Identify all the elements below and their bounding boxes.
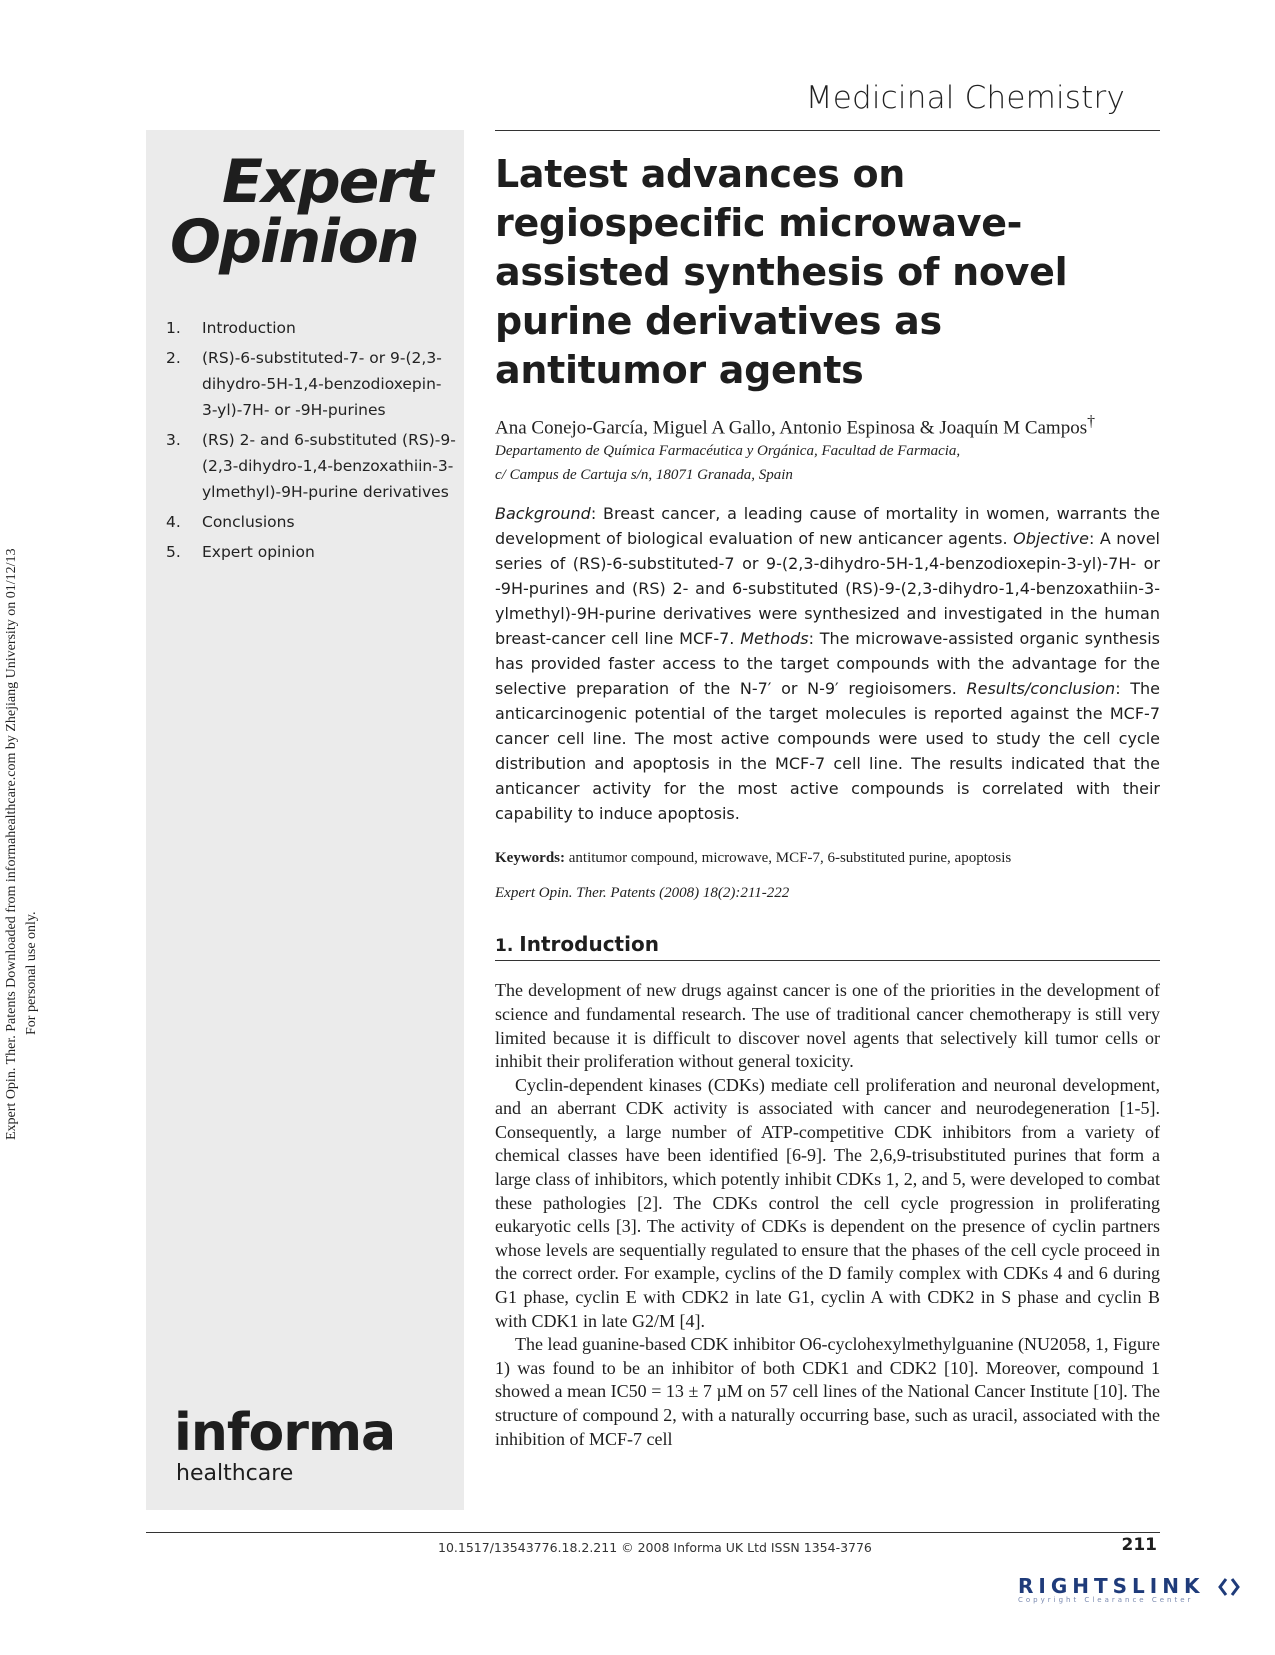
- paragraph: The lead guanine-based CDK inhibitor O6-cyclohexylmethylguanine (NU2058, 1, Figure 1) was found to be an inhibitor of both CDK1 and CDK2 [10]. Moreover, compound 1 showed a mean IC50 = 13 ± 7 µM on 57 cell lines of the National Cancer Institute [10]. The structure of compound 2, with a naturally occurring base, such as uracil, associated with the inhibition of MCF-7 cell: [495, 1334, 1160, 1449]
- download-stamp-line1: Expert Opin. Ther. Patents Downloaded from informahealthcare.com by Zhejiang University on 01/12/13: [4, 548, 19, 1140]
- abstract-objective-label: Objective: [1013, 529, 1089, 549]
- toc-item-conclusions[interactable]: [166, 509, 456, 535]
- authors-text: Ana Conejo-García, Miguel A Gallo, Antonio Espinosa & Joaquín M Campos: [495, 417, 1088, 439]
- abstract-objective-text: : A novel series of (RS)-6-substituted-7 or 9-(2,3-dihydro-5H-1,4-benzodioxepin-3-yl)-7H- or -9H-purines and (RS) 2- and 6-substituted (RS)-9-(2,3-dihydro-1,4-benzoxathiin-3-ylmethyl)-9H-purine derivatives were synthesized and investigated in the human breast-cancer cell line MCF-7.: [495, 529, 1160, 649]
- keywords-label: Keywords:: [495, 850, 565, 867]
- publisher-sub: healthcare: [176, 1461, 294, 1486]
- footer-divider: [146, 1532, 1160, 1533]
- toc-item-benzoxathiin-purines[interactable]: [166, 427, 456, 505]
- download-stamp-line2: For personal use only.: [24, 911, 39, 1035]
- publisher-logo: [174, 1405, 395, 1487]
- abstract-results-label: Results/conclusion: [966, 679, 1116, 699]
- section-number: 1.: [495, 936, 514, 957]
- toc-item-introduction[interactable]: [166, 315, 456, 341]
- table-of-contents: [166, 315, 456, 569]
- toc-number: 1.: [166, 319, 181, 337]
- publisher-name: informa: [174, 1403, 396, 1463]
- keywords: [495, 850, 1160, 867]
- section-heading-introduction: [495, 932, 1160, 961]
- abstract-background-text: : Breast cancer, a leading cause of mortality in women, warrants the development of biological evaluation of new anticancer agents.: [495, 504, 1160, 549]
- citation: Expert Opin. Ther. Patents (2008) 18(2):211-222: [495, 885, 790, 902]
- keywords-list: antitumor compound, microwave, MCF-7, 6-substituted purine, apoptosis: [565, 850, 1012, 867]
- article-main: [495, 150, 1160, 1451]
- rightslink-sub: Copyright Clearance Center: [1018, 1596, 1194, 1604]
- toc-number: 3.: [166, 431, 181, 449]
- toc-number: 4.: [166, 513, 181, 531]
- introduction-body: [495, 979, 1160, 1451]
- abstract-results-text: : The anticarcinogenic potential of the target molecules is reported against the MCF-7 cancer cell line. The most active compounds were used to study the cell cycle distribution and apoptosis in the MCF-7 cell line. The results indicated that the anticancer activity for the most active compounds is correlated with their capability to induce apoptosis.: [495, 679, 1161, 824]
- author-list: [495, 413, 1160, 439]
- article-title: Latest advances on regiospecific microwave-assisted synthesis of novel purine derivatives as antitumor agents: [495, 152, 1068, 392]
- affiliation: [495, 439, 1160, 487]
- journal-brand-logo: [170, 147, 440, 277]
- paragraph: The development of new drugs against cancer is one of the priorities in the development of science and fundamental research. The use of traditional cancer chemotherapy is still very limited because it is difficult to discover novel agents that selectively kill tumor cells or inhibit their proliferation without general toxicity.: [495, 980, 1160, 1072]
- toc-label: (RS) 2- and 6-substituted (RS)-9-(2,3-dihydro-1,4-benzoxathiin-3-ylmethyl)-9H-purine derivatives: [202, 431, 456, 501]
- download-stamp: [0, 440, 40, 1140]
- header-divider: [495, 130, 1160, 131]
- toc-label: (RS)-6-substituted-7- or 9-(2,3-dihydro-5H-1,4-benzodioxepin-3-yl)-7H- or -9H-purines: [202, 349, 442, 419]
- page-number: 211: [1121, 1535, 1157, 1555]
- rightslink-text: RIGHTSLINK: [1018, 1574, 1205, 1598]
- affiliation-line1: Departamento de Química Farmacéutica y Orgánica, Facultad de Farmacia,: [495, 443, 961, 460]
- rightslink-logo[interactable]: [1018, 1574, 1248, 1614]
- toc-item-benzodioxepin-purines[interactable]: [166, 345, 456, 423]
- toc-label: Expert opinion: [202, 543, 315, 561]
- toc-label: Introduction: [202, 319, 296, 337]
- abstract-methods-label: Methods: [740, 629, 809, 649]
- brand-line1: Expert: [222, 147, 432, 217]
- abstract-background-label: Background: [495, 504, 591, 524]
- paragraph: Cyclin-dependent kinases (CDKs) mediate cell proliferation and neuronal development, and an aberrant CDK activity is associated with cancer and neurodegeneration [1-5]. Consequently, a large number of ATP-competitive CDK inhibitors from a variety of chemical classes have been identified [6-9]. The 2,6,9-trisubstituted purines that form a large class of inhibitors, which potently inhibit CDKs 1, 2, and 5, were developed to combat these pathologies [2]. The CDKs control the cell cycle progression in proliferating eukaryotic cells [3]. The activity of CDKs is dependent on the presence of cyclin partners whose levels are sequentially regulated to ensure that the phases of the cell cycle proceed in the correct order. For example, cyclins of the D family complex with CDKs 4 and 6 during G1 phase, cyclin E with CDK2 in late G1, cyclin A with CDK2 in S phase and cyclin B with CDK1 in late G2/M [4].: [495, 1074, 1160, 1331]
- sidebar: [146, 130, 464, 1510]
- section-title: Introduction: [519, 932, 659, 957]
- brand-line2: Opinion: [170, 207, 418, 277]
- rightslink-arrows-icon: [1218, 1576, 1240, 1598]
- doi-copyright: 10.1517/13543776.18.2.211 © 2008 Informa UK Ltd ISSN 1354-3776: [438, 1540, 872, 1555]
- abstract: [495, 501, 1160, 826]
- author-mark: †: [1087, 413, 1096, 430]
- abstract-methods-text: : The microwave-assisted organic synthesis has provided faster access to the target compounds with the advantage for the selective preparation of the N-7′ or N-9′ regioisomers.: [495, 629, 1161, 699]
- toc-number: 2.: [166, 349, 181, 367]
- toc-item-expert-opinion[interactable]: [166, 539, 456, 565]
- journal-section-title: Medicinal Chemistry: [805, 80, 1125, 116]
- toc-number: 5.: [166, 543, 181, 561]
- affiliation-line2: c/ Campus de Cartuja s/n, 18071 Granada, Spain: [495, 467, 793, 484]
- toc-label: Conclusions: [202, 513, 295, 531]
